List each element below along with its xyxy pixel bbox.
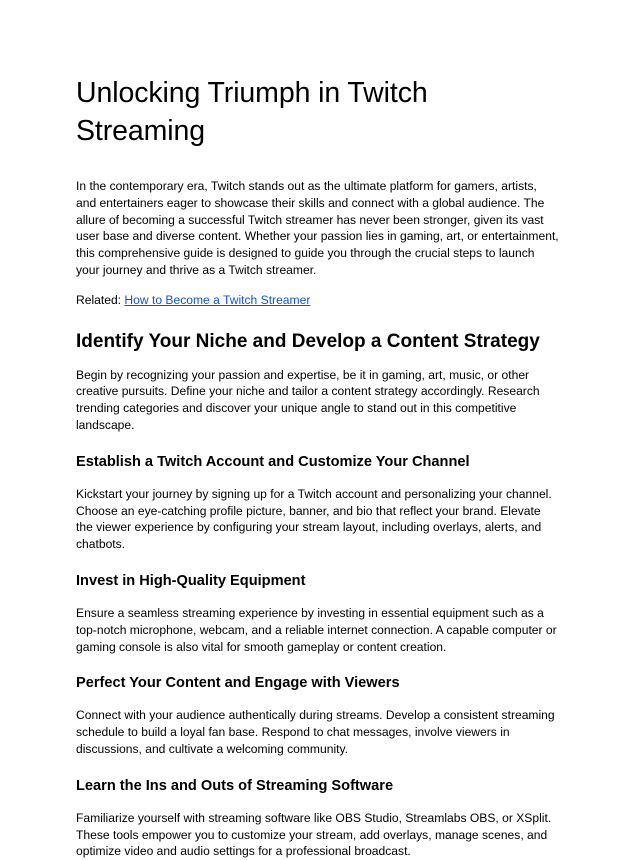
subsection-heading: Establish a Twitch Account and Customize Your Channel — [76, 453, 470, 470]
section-body: Begin by recognizing your passion and expertise, be it in gaming, art, music, or other creative pursuits. Define your niche and tailor a content strategy accordingly. Research trending categories and discover your unique angle to stand out in this competitive landscape. — [76, 367, 540, 432]
subsection-heading: Invest in High-Quality Equipment — [76, 572, 306, 589]
intro-paragraph: In the contemporary era, Twitch stands out as the ultimate platform for gamers, artists, and entertainers eager to showcase their skills and connect with a global audience. The allure of becoming a successful Twitch streamer has never been stronger, given its vast user base and diverse content. Whether your passion lies in gaming, art, or entertainment, this comprehensive guide is designed to guide you through the crucial steps to launch your journey and thrive as a Twitch streamer. — [76, 179, 559, 277]
subsection-body: Ensure a seamless streaming experience by investing in essential equipment such as a top-notch microphone, webcam, and a reliable internet connection. A capable computer or gaming console is also vital for smooth gameplay or content creation. — [76, 605, 557, 654]
related-line — [76, 292, 560, 309]
subsection-body: Familiarize yourself with streaming software like OBS Studio, Streamlabs OBS, or XSplit. These tools empower you to customize your stream, add overlays, manage scenes, and optimize video and audio settings for a professional broadcast. — [76, 810, 552, 859]
subsection-body: Connect with your audience authentically during streams. Develop a consistent streaming schedule to build a loyal fan base. Respond to chat messages, involve viewers in discussions, and cultivate a welcoming community. — [76, 708, 555, 756]
section-heading: Identify Your Niche and Develop a Content Strategy — [76, 330, 540, 352]
subsection-heading: Learn the Ins and Outs of Streaming Software — [76, 777, 394, 794]
subsection-heading: Perfect Your Content and Engage with Viewers — [76, 675, 400, 692]
related-link[interactable]: How to Become a Twitch Streamer — [124, 292, 311, 307]
related-label: Related: — [76, 292, 125, 307]
page-title: Unlocking Triumph in Twitch Streaming — [76, 77, 428, 147]
subsection-body: Kickstart your journey by signing up for a Twitch account and personalizing your channel. Choose an eye-catching profile picture, banner, and bio that reflect your brand. Elevate the viewer experience by configuring your stream layout, including overlays, alerts, and chatbots. — [76, 486, 552, 552]
